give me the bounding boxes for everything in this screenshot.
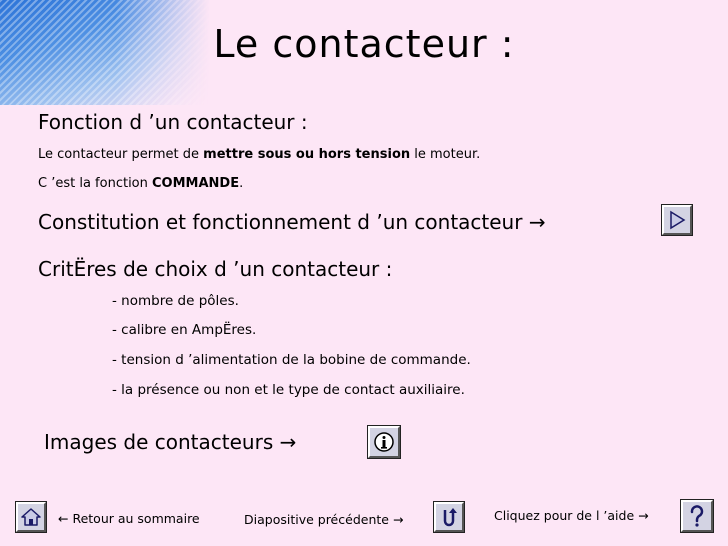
criteres-item: - la présence ou non et le type de contact auxiliaire. [112, 382, 465, 398]
constitution-link[interactable] [38, 210, 546, 234]
fonction-line-2-bold: COMMANDE [152, 176, 240, 191]
aide-link[interactable] [494, 508, 649, 523]
right-arrow-icon: → [638, 508, 649, 523]
criteres-heading: CritËres de choix d ’un contacteur : [38, 257, 393, 281]
fonction-line-1 [38, 147, 480, 162]
retour-sommaire-link[interactable] [58, 511, 200, 526]
images-label: Images de contacteurs [44, 430, 274, 454]
images-info-button[interactable] [368, 426, 400, 458]
fonction-line-1-post: le moteur. [410, 147, 481, 162]
criteres-item: - tension d ’alimentation de la bobine de commande. [112, 352, 471, 368]
home-icon [20, 506, 42, 528]
previous-slide-button[interactable] [434, 502, 464, 532]
constitution-play-button[interactable] [662, 205, 692, 235]
fonction-line-2-pre: C ’est la fonction [38, 176, 153, 191]
slide-title: Le contacteur : [213, 22, 515, 66]
help-icon [686, 504, 708, 528]
diapositive-precedente-link[interactable] [244, 512, 403, 527]
retour-sommaire-label: Retour au sommaire [72, 511, 200, 526]
criteres-item: - calibre en AmpËres. [112, 322, 257, 338]
info-icon [373, 431, 395, 453]
images-link[interactable] [44, 430, 296, 454]
fonction-line-2 [38, 176, 243, 191]
return-icon [438, 506, 460, 528]
constitution-label: Constitution et fonctionnement d ’un contacteur [38, 210, 523, 234]
left-arrow-icon: ← [58, 511, 69, 526]
right-arrow-icon: → [392, 512, 404, 527]
diapositive-precedente-label: Diapositive précédente [244, 512, 389, 527]
home-button[interactable] [16, 502, 46, 532]
fonction-line-2-post: . [239, 176, 244, 191]
fonction-line-1-bold: mettre sous ou hors tension [203, 147, 411, 162]
fonction-heading: Fonction d ’un contacteur : [38, 110, 308, 134]
help-button[interactable] [681, 500, 713, 532]
play-icon [667, 210, 687, 230]
right-arrow-icon: → [528, 210, 546, 234]
right-arrow-icon: → [279, 430, 297, 454]
fonction-line-1-pre: Le contacteur permet de [38, 147, 204, 162]
criteres-item: - nombre de pôles. [112, 293, 239, 309]
aide-label: Cliquez pour de l ’aide [494, 508, 635, 523]
